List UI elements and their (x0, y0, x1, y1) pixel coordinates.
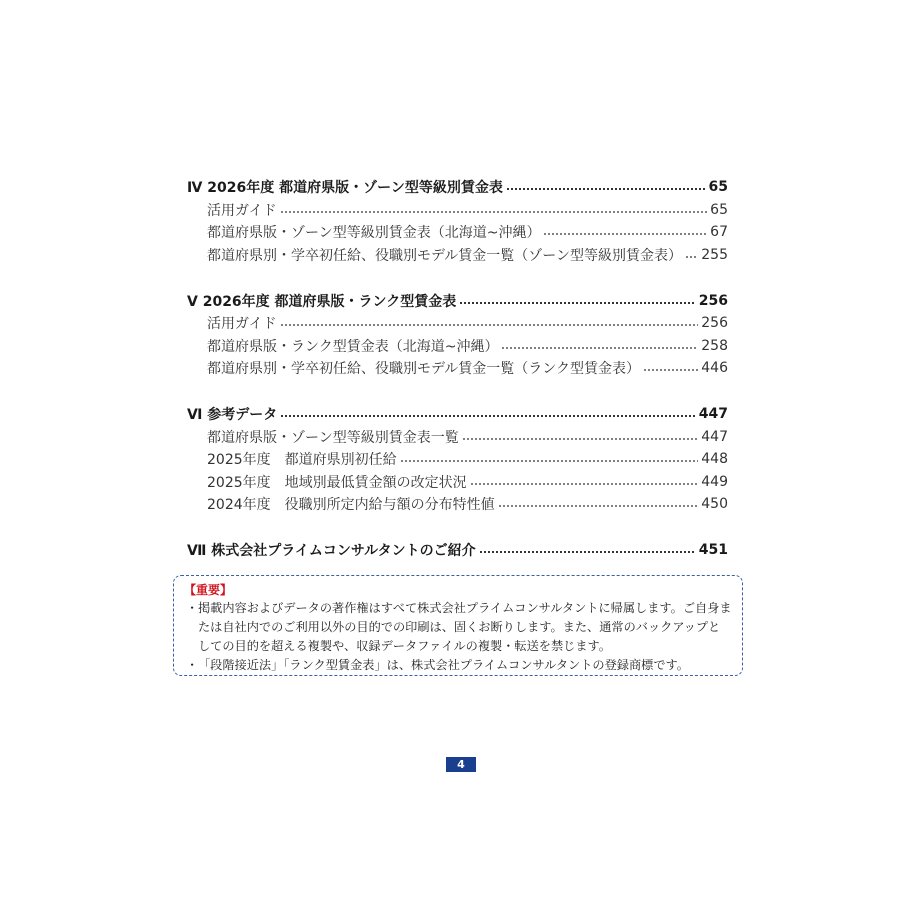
toc-section-title: Ⅴ 2026年度 都道府県版・ランク型賃金表 (187, 293, 457, 310)
toc-item[interactable] (187, 199, 728, 222)
important-notice-box (173, 575, 743, 676)
toc-item[interactable] (187, 471, 728, 494)
toc-page-number: 449 (701, 473, 728, 490)
leader-dots (506, 188, 706, 190)
toc-page-number: 450 (701, 496, 728, 513)
notice-text: 掲載内容およびデータの著作権はすべて株式会社プライムコンサルタントに帰属します。ご自身または自社内でのご利用以外の目的での印刷は、固くお断りします。また、通常のバックアップとしての目的を超える複製や、収録データファイルの複製・転送を禁じます。 (198, 601, 732, 653)
toc-page-number: 255 (701, 247, 728, 264)
toc-item[interactable] (187, 221, 728, 244)
toc-page-number: 67 (710, 224, 728, 241)
leader-dots (685, 256, 698, 258)
leader-dots (501, 347, 698, 349)
table-of-contents (187, 176, 728, 561)
leader-dots (280, 211, 708, 213)
notice-item (184, 656, 732, 675)
toc-section-title: Ⅶ 株式会社プライムコンサルタントのご紹介 (187, 543, 476, 560)
toc-item-label: 都道府県版・ゾーン型等級別賃金表一覧 (207, 429, 459, 446)
notice-title: 【重要】 (184, 583, 233, 597)
toc-section-6[interactable] (187, 403, 728, 426)
toc-item-label: 2024年度 役職別所定内給与額の分布特性値 (207, 497, 495, 514)
bullet: ・ (186, 658, 199, 672)
toc-item-label: 活用ガイド (207, 202, 277, 219)
toc-page-number: 256 (701, 315, 728, 332)
leader-dots (400, 460, 699, 462)
toc-section-title: Ⅵ 参考データ (187, 407, 278, 424)
toc-page-number: 448 (701, 451, 728, 468)
toc-item[interactable] (187, 493, 728, 516)
toc-item-label: 都道府県別・学卒初任給、役職別モデル賃金一覧（ゾーン型等級別賃金表） (207, 248, 683, 265)
leader-dots (479, 551, 696, 553)
toc-page-number: 446 (701, 360, 728, 377)
toc-page-number: 447 (698, 406, 728, 423)
toc-page-number: 65 (710, 201, 728, 218)
toc-section-5[interactable] (187, 289, 728, 312)
toc-section-4[interactable] (187, 176, 728, 199)
leader-dots (498, 505, 699, 507)
toc-item-label: 都道府県別・学卒初任給、役職別モデル賃金一覧（ランク型賃金表） (207, 361, 641, 378)
toc-item[interactable] (187, 244, 728, 267)
toc-section-7[interactable] (187, 539, 728, 562)
toc-item[interactable] (187, 448, 728, 471)
leader-dots (462, 438, 699, 440)
toc-item-label: 活用ガイド (207, 316, 277, 333)
toc-page-number: 65 (708, 179, 728, 196)
leader-dots (280, 415, 696, 417)
toc-item[interactable] (187, 425, 728, 448)
toc-item[interactable] (187, 335, 728, 358)
toc-section-title: Ⅳ 2026年度 都道府県版・ゾーン型等級別賃金表 (187, 180, 503, 197)
toc-page-number: 451 (698, 542, 728, 559)
bullet: ・ (186, 601, 199, 615)
toc-item-label: 2025年度 都道府県別初任給 (207, 452, 397, 469)
toc-item-label: 都道府県版・ゾーン型等級別賃金表（北海道~沖縄） (207, 225, 541, 242)
toc-page-number: 447 (701, 428, 728, 445)
notice-text: 「段階接近法」「ランク型賃金表」は、株式会社プライムコンサルタントの登録商標です。 (198, 658, 689, 672)
leader-dots (280, 324, 699, 326)
toc-item-label: 都道府県版・ランク型賃金表（北海道~沖縄） (207, 338, 499, 355)
page-number: 4 (446, 757, 476, 772)
toc-page-number: 258 (701, 337, 728, 354)
toc-item[interactable] (187, 312, 728, 335)
leader-dots (643, 369, 698, 371)
leader-dots (459, 302, 695, 304)
toc-item[interactable] (187, 357, 728, 380)
leader-dots (470, 483, 699, 485)
toc-page-number: 256 (698, 292, 728, 309)
leader-dots (543, 233, 707, 235)
notice-item (184, 599, 732, 656)
toc-item-label: 2025年度 地域別最低賃金額の改定状況 (207, 474, 467, 491)
